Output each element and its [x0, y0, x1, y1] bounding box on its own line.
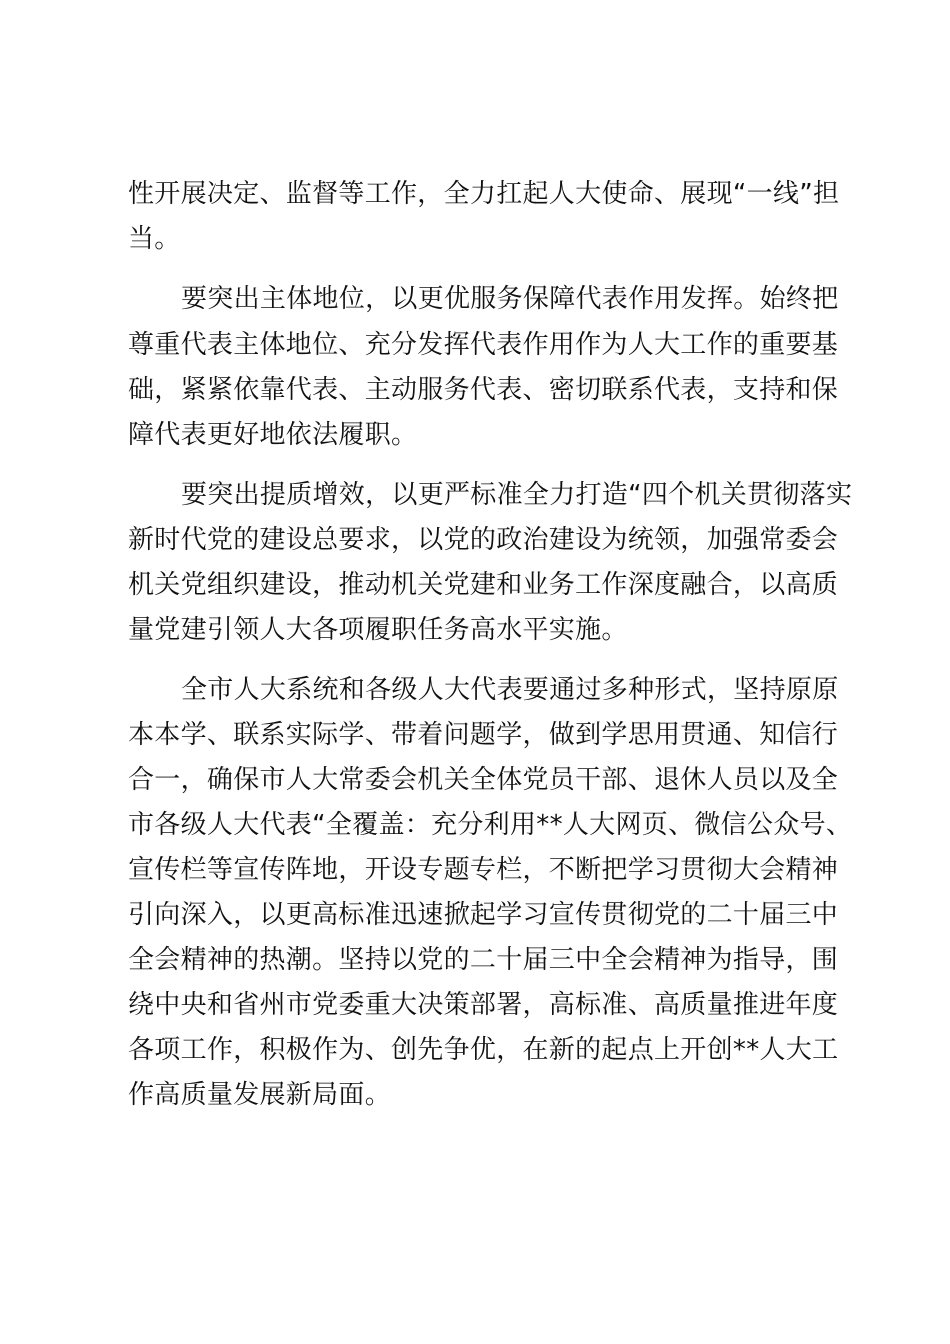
paragraph-4-line-1: 全市人大系统和各级人大代表要通过多种形式，坚持原原 — [181, 675, 839, 705]
paragraph-4-line-7: 全会精神的热潮。坚持以党的二十届三中全会精神为指导，围 — [128, 945, 839, 975]
paragraph-4-line-8: 绕中央和省州市党委重大决策部署，高标准、高质量推进年度 — [128, 990, 839, 1020]
paragraph-4-line-6: 引向深入，以更高标准迅速掀起学习宣传贯彻党的二十届三中 — [128, 900, 839, 930]
paragraph-3-line-1: 要突出提质增效，以更严标准全力打造“四个机关贯彻落实 — [181, 480, 853, 510]
paragraph-1-line-2: 当。 — [128, 224, 181, 254]
paragraph-4-line-2: 本本学、联系实际学、带着问题学，做到学思用贯通、知信行 — [128, 720, 839, 750]
paragraph-4-line-5: 宣传栏等宣传阵地，开设专题专栏，不断把学习贯彻大会精神 — [128, 855, 839, 885]
paragraph-2-line-1: 要突出主体地位，以更优服务保障代表作用发挥。始终把 — [181, 284, 839, 314]
paragraph-4-line-3: 合一，确保市人大常委会机关全体党员干部、退休人员以及全 — [128, 765, 839, 795]
paragraph-2-line-3: 础，紧紧依靠代表、主动服务代表、密切联系代表，支持和保 — [128, 375, 839, 405]
paragraph-3-line-3: 机关党组织建设，推动机关党建和业务工作深度融合，以高质 — [128, 570, 839, 600]
paragraph-3-line-4: 量党建引领人大各项履职任务高水平实施。 — [128, 615, 628, 645]
paragraph-4-line-4: 市各级人大代表“全覆盖：充分利用**人大网页、微信公众号、 — [128, 810, 853, 840]
paragraph-4-line-10: 作高质量发展新局面。 — [128, 1080, 392, 1110]
paragraph-3-line-2: 新时代党的建设总要求，以党的政治建设为统领，加强常委会 — [128, 525, 839, 555]
paragraph-1-line-1: 性开展决定、监督等工作，全力扛起人大使命、展现“一线”担 — [128, 179, 840, 209]
paragraph-2-line-2: 尊重代表主体地位、充分发挥代表作用作为人大工作的重要基 — [128, 330, 839, 360]
paragraph-4-line-9: 各项工作，积极作为、创先争优，在新的起点上开创**人大工 — [128, 1035, 839, 1065]
paragraph-2-line-4: 障代表更好地依法履职。 — [128, 420, 418, 450]
